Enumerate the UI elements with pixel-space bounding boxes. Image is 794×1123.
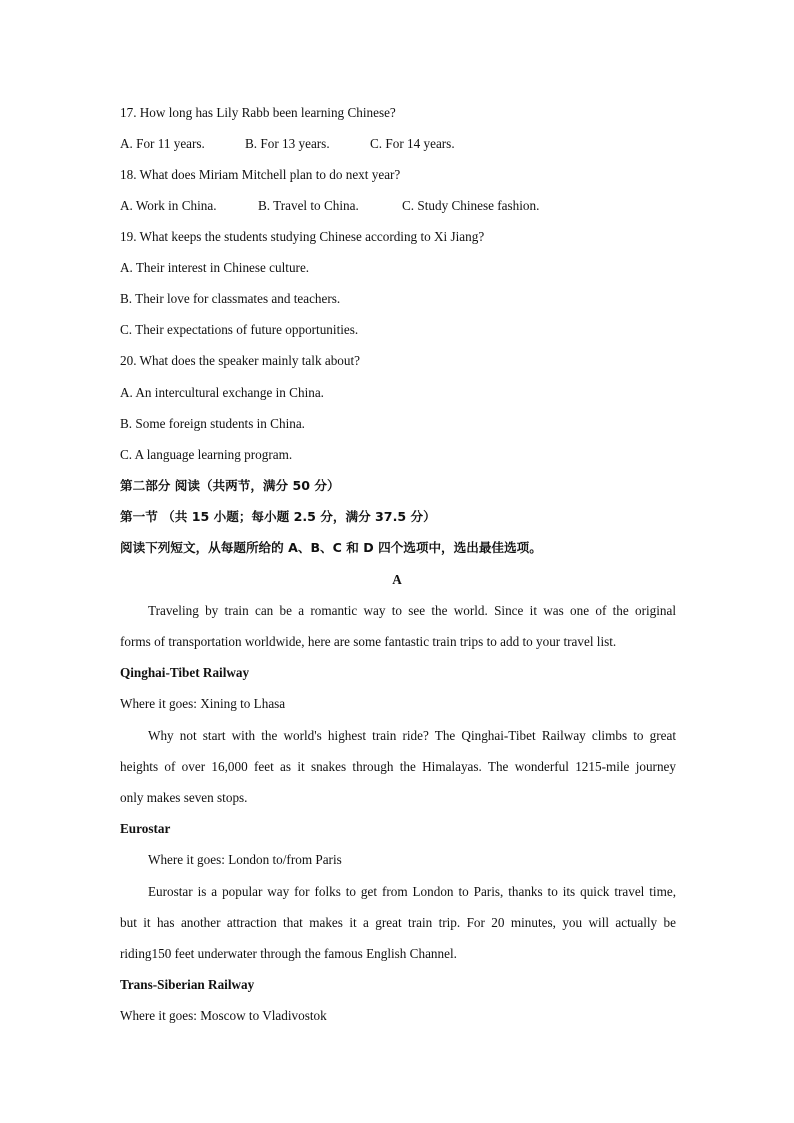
qinghai-line-1: Why not start with the world's highest train ride? The Qinghai-Tibet Railway climbs to great xyxy=(148,728,676,743)
question-19: 19. What keeps the students studying Chinese according to Xi Jiang? xyxy=(120,229,485,244)
intro-line-2: forms of transportation worldwide, here are some fantastic train trips to add to your travel list. xyxy=(120,634,617,649)
passage-label: A xyxy=(392,572,402,587)
q17-option-a: A. For 11 years. xyxy=(120,136,205,151)
qinghai-title: Qinghai-Tibet Railway xyxy=(120,665,250,680)
question-18-options xyxy=(120,197,676,215)
q19-option-c: C. Their expectations of future opportunities. xyxy=(120,322,359,337)
q18-option-a: A. Work in China. xyxy=(120,198,217,213)
q20-option-b: B. Some foreign students in China. xyxy=(120,416,305,431)
q19-option-b: B. Their love for classmates and teachers. xyxy=(120,291,341,306)
q20-option-c: C. A language learning program. xyxy=(120,447,293,462)
part-heading: 第二部分 阅读（共两节，满分 50 分） xyxy=(120,478,340,493)
q17-option-b: B. For 13 years. xyxy=(245,136,330,151)
eurostar-where: Where it goes: London to/from Paris xyxy=(148,852,342,867)
qinghai-where: Where it goes: Xining to Lhasa xyxy=(120,696,286,711)
reading-instructions: 阅读下列短文，从每题所给的 A、B、C 和 D 四个选项中，选出最佳选项。 xyxy=(120,540,542,555)
qinghai-line-2: heights of over 16,000 feet as it snakes through the Himalayas. The wonderful 1215-mile journey xyxy=(120,759,676,774)
eurostar-line-2: but it has another attraction that makes it a great train trip. For 20 minutes, you will actually be xyxy=(120,915,676,930)
q18-option-b: B. Travel to China. xyxy=(258,198,359,213)
eurostar-line-3: riding150 feet underwater through the famous English Channel. xyxy=(120,946,457,961)
qinghai-line-3: only makes seven stops. xyxy=(120,790,248,805)
subsection-heading: 第一节 （共 15 小题；每小题 2.5 分，满分 37.5 分） xyxy=(120,509,436,524)
trans-siberian-title: Trans-Siberian Railway xyxy=(120,977,255,992)
question-18: 18. What does Miriam Mitchell plan to do next year? xyxy=(120,167,401,182)
question-17-options xyxy=(120,135,676,153)
eurostar-line-1: Eurostar is a popular way for folks to get from London to Paris, thanks to its quick travel time, xyxy=(148,884,676,899)
eurostar-title: Eurostar xyxy=(120,821,171,836)
intro-line-1: Traveling by train can be a romantic way to see the world. Since it was one of the original xyxy=(148,603,676,618)
question-17: 17. How long has Lily Rabb been learning Chinese? xyxy=(120,105,396,120)
q19-option-a: A. Their interest in Chinese culture. xyxy=(120,260,310,275)
trans-siberian-where: Where it goes: Moscow to Vladivostok xyxy=(120,1008,327,1023)
q17-option-c: C. For 14 years. xyxy=(370,136,455,151)
question-20: 20. What does the speaker mainly talk about? xyxy=(120,353,360,368)
q20-option-a: A. An intercultural exchange in China. xyxy=(120,385,324,400)
q18-option-c: C. Study Chinese fashion. xyxy=(402,198,540,213)
